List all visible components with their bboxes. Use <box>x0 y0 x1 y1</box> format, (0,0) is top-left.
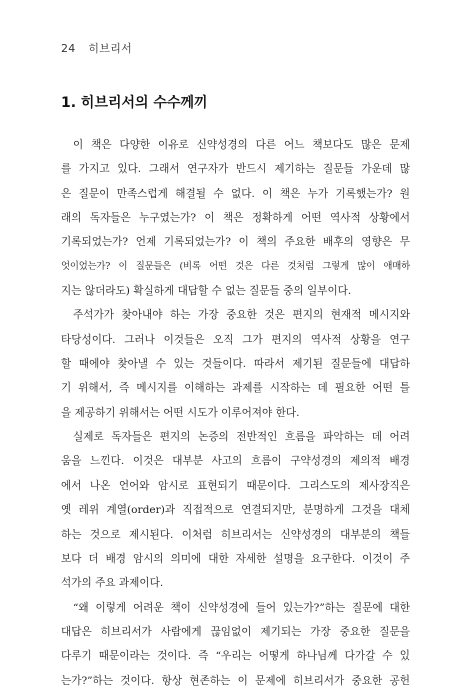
page-number: 24 <box>61 42 76 55</box>
text-line: 옛 레위 계열(order)과 직접적으로 연결되지만, 분명하게 그것을 대체 <box>61 504 410 517</box>
text-line: 기록되었는가? 언제 기록되었는가? 이 책의 주요한 배후의 영향은 무 <box>61 236 410 249</box>
text-line: 엇이었는가? 이 질문들은 (비록 어떤 것은 다른 것처럼 그렇게 많이 애매하 <box>61 260 410 272</box>
text-line: 은 질문이 만족스럽게 해결될 수 없다. 이 책은 누가 기록했는가? 원 <box>61 187 410 200</box>
text-line: 주석가가 찾아내야 하는 가장 중요한 것은 편지의 현재적 메시지와 <box>73 309 410 322</box>
text-line: 할 때에야 찾아낼 수 있는 것들이다. 따라서 제기된 질문들에 대답하 <box>61 358 410 371</box>
body-text <box>61 133 410 693</box>
text-line: 을 제공하기 위해서는 어떤 시도가 이루어져야 한다. <box>61 406 300 419</box>
text-line: “왜 이렇게 어려운 책이 신약성경에 들어 있는가?”하는 질문에 대한 <box>73 601 410 614</box>
text-line: 래의 독자들은 누구였는가? 이 책은 정확하게 어떤 역사적 상황에서 <box>61 212 410 225</box>
text-line: 를 가지고 있다. 그래서 연구자가 반드시 제기하는 질문들 가운데 많 <box>61 163 410 176</box>
text-line: 이 책은 다양한 이유로 신약성경의 다른 어느 책보다도 많은 문제 <box>73 139 410 151</box>
text-line: 움을 느낀다. 이것은 대부분 사고의 흐름이 구약성경의 제의적 배경 <box>61 455 410 468</box>
text-line: 보다 더 배경 암시의 의미에 대한 자세한 설명을 요구한다. 이것이 주 <box>61 552 410 565</box>
text-line: 석가의 주요 과제이다. <box>61 577 164 590</box>
running-title: 히브리서 <box>88 42 133 55</box>
text-line: 는가?”하는 것이다. 항상 현존하는 이 문제에 히브리서가 중요한 공헌 <box>61 674 410 687</box>
text-line: 기 위해서, 즉 메시지를 이해하는 과제를 시작하는 데 필요한 어떤 틀 <box>61 382 410 395</box>
text-line: 다루기 때문이라는 것이다. 즉 “우리는 어떻게 하나님께 다가갈 수 있 <box>61 650 410 663</box>
text-line: 타당성이다. 그러나 이것들은 오직 그가 편지의 역사적 상황을 연구 <box>61 333 410 346</box>
text-line: 에서 나온 언어와 암시로 표현되기 때문이다. 그리스도의 제사장직은 <box>61 479 410 492</box>
running-header <box>61 40 132 56</box>
section-title: 1. 히브리서의 수수께끼 <box>61 95 208 111</box>
text-line: 하는 것으로 제시된다. 이처럼 히브리서는 신약성경의 대부분의 책들 <box>61 528 410 541</box>
text-line: 실제로 독자들은 편지의 논증의 전반적인 흐름을 파악하는 데 어려 <box>73 431 410 444</box>
text-line: 대답은 히브리서가 사람에게 끊임없이 제기되는 가장 중요한 질문을 <box>61 625 410 638</box>
text-line: 지는 않더라도) 확실하게 대답할 수 없는 질문들 중의 일부이다. <box>61 285 352 298</box>
